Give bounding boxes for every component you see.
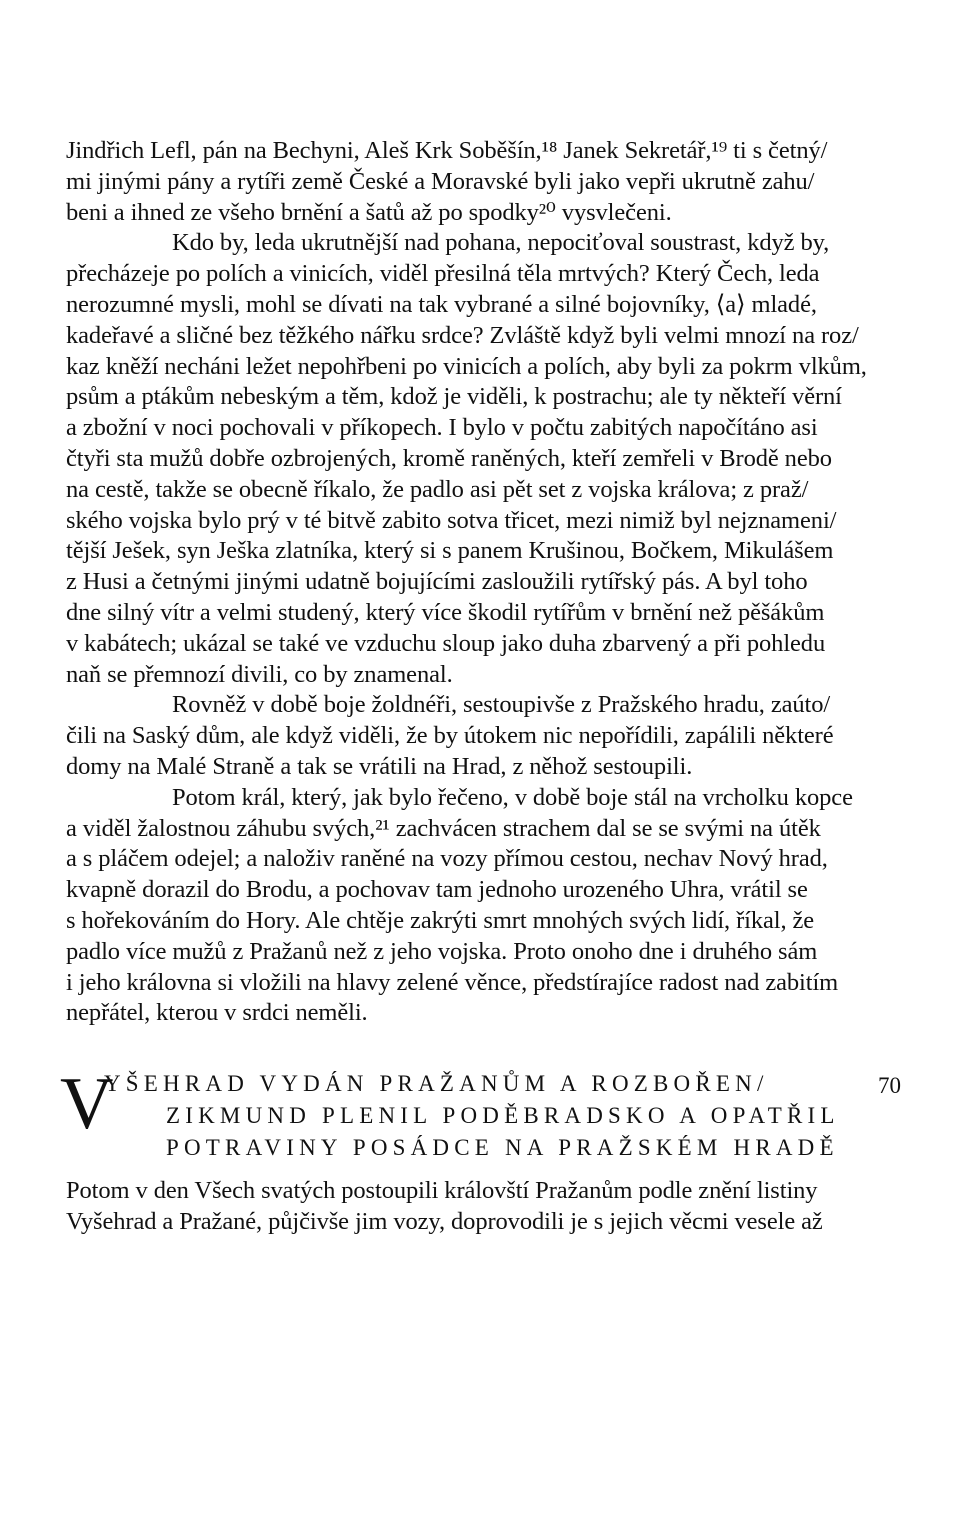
text-line: psům a ptákům nebeským a těm, kdož je viděli, k postrachu; ale ty někteří věrní	[66, 383, 842, 411]
page-number: 70	[878, 1073, 901, 1098]
text-line: mi jinými pány a rytíři země České a Moravské byli jako vepři ukrutně zahu/	[66, 167, 815, 195]
text-line: dne silný vítr a velmi studený, který více škodil rytířům v brnění než pěšákům	[66, 598, 825, 626]
paragraph-start-line: Potom král, který, jak bylo řečeno, v době boje stál na vrcholku kopce	[172, 783, 853, 811]
chapter-heading	[60, 1063, 910, 1169]
text-line: nerozumné mysli, mohl se dívati na tak vybrané a silné bojovníky, ⟨a⟩ mladé,	[66, 290, 817, 318]
text-line: čtyři sta mužů dobře ozbrojených, kromě raněných, kteří zemřeli v Brodě nebo	[66, 444, 832, 472]
text-line: domy na Malé Straně a tak se vrátili na Hrad, z něhož sestoupili.	[66, 752, 693, 780]
heading-line-2: ZIKMUND PLENIL PODĚBRADSKO A OPATŘIL	[166, 1103, 840, 1128]
text-line: kaz kněží necháni ležet nepohřbeni po vinicích a polích, aby byli za pokrm vlkům,	[66, 352, 867, 380]
heading-line-1: YŠEHRAD VYDÁN PRAŽANŮM A ROZBOŘEN/	[104, 1071, 769, 1096]
heading-line-3: POTRAVINY POSÁDCE NA PRAŽSKÉM HRADĚ	[166, 1135, 839, 1160]
text-line: i jeho královna si vložili na hlavy zelené věnce, předstírajíce radost nad zabitím	[66, 968, 839, 996]
text-line: naň se přemnozí divili, co by znamenal.	[66, 660, 453, 688]
text-line: z Husi a četnými jinými udatně bojujícími zasloužili rytířský pás. A byl toho	[66, 568, 808, 596]
paragraph-start-line: Rovněž v době boje žoldnéři, sestoupivše z Pražského hradu, zaúto/	[172, 691, 831, 719]
text-line: Potom v den Všech svatých postoupili královští Pražanům podle znění listiny	[66, 1177, 818, 1204]
drop-cap: V	[60, 1063, 114, 1145]
text-line: tější Ješek, syn Ješka zlatníka, který si s panem Krušinou, Bočkem, Mikulášem	[66, 537, 834, 565]
text-line: čili na Saský dům, ale když viděli, že by útokem nic nepořídili, zapálili některé	[66, 722, 834, 750]
text-line: s hořekováním do Hory. Ale chtěje zakrýti smrt mnohých svých lidí, říkal, že	[66, 906, 815, 934]
text-line: a zbožní v noci pochovali v příkopech. I bylo v počtu zabitých napočítáno asi	[66, 414, 818, 442]
text-line: Vyšehrad a Pražané, půjčivše jim vozy, doprovodili je s jejich věcmi vesele až	[66, 1207, 823, 1235]
text-line: Jindřich Lefl, pán na Bechyni, Aleš Krk Soběšín,¹⁸ Janek Sekretář,¹⁹ ti s četný/	[66, 137, 828, 164]
text-line: a s pláčem odejel; a naloživ raněné na vozy přímou cestou, nechav Nový hrad,	[66, 845, 828, 873]
text-line: padlo více mužů z Pražanů než z jeho vojska. Proto onoho dne i druhého sám	[66, 937, 818, 965]
text-line: beni a ihned ze všeho brnění a šatů až po spodky²⁰ vysvlečeni.	[66, 198, 672, 226]
text-line: na cestě, takže se obecně říkalo, že padlo asi pět set z vojska králova; z praž/	[66, 475, 809, 503]
text-line: nepřátel, kterou v srdci neměli.	[66, 999, 368, 1027]
paragraph-start-line: Kdo by, leda ukrutnější nad pohana, nepociťoval soustrast, když by,	[172, 229, 830, 257]
text-line: kvapně dorazil do Brodu, a pochovav tam jednoho urozeného Uhra, vrátil se	[66, 876, 808, 904]
main-text-block	[66, 136, 912, 1029]
section-text-block	[66, 1176, 912, 1238]
text-line: v kabátech; ukázal se také ve vzduchu sloup jako duha zbarvený a při pohledu	[66, 629, 826, 657]
text-line: přecházeje po polích a vinicích, viděl přesilná těla mrtvých? Který Čech, leda	[66, 260, 820, 288]
text-line: a viděl žalostnou záhubu svých,²¹ zachvácen strachem dal se se svými na útěk	[66, 814, 821, 842]
text-line: ského vojska bylo prý v té bitvě zabito sotva třicet, mezi nimiž byl nejznameni/	[66, 506, 837, 534]
text-line: kadeřavé a sličné bez těžkého nářku srdce? Zvláště když byli velmi mnozí na roz/	[66, 321, 859, 349]
